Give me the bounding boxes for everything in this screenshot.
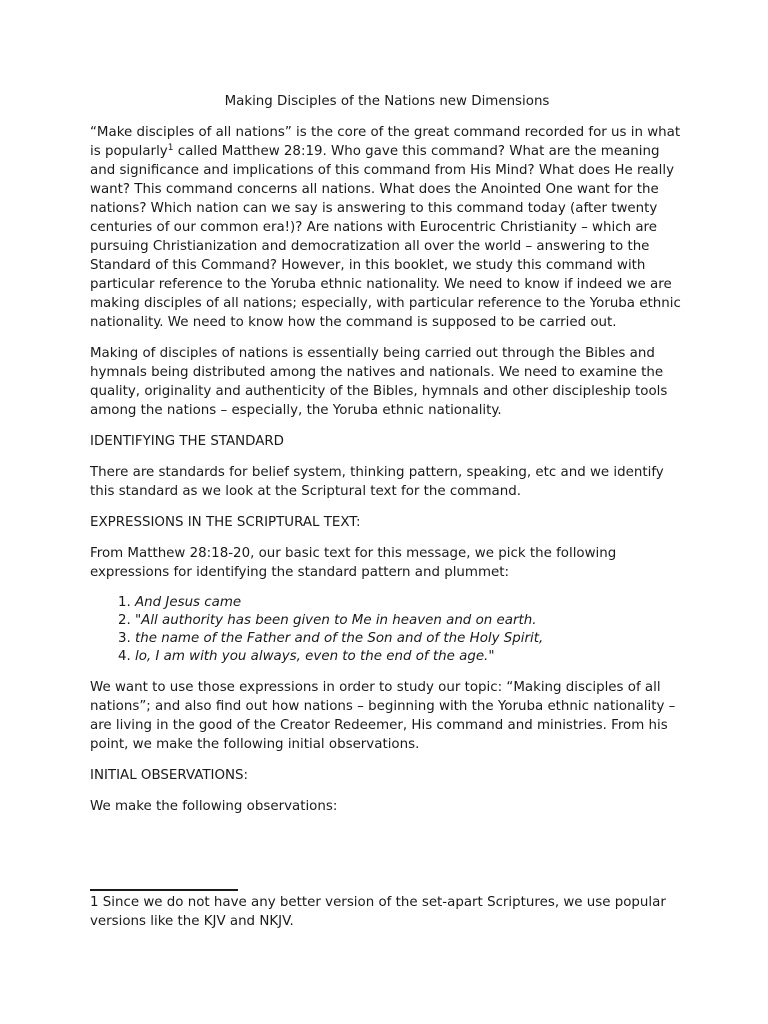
paragraph-matthew-text: From Matthew 28:18-20, our basic text for this message, we pick the following expressions for identifying the standard pattern and plummet: [90,546,617,580]
list-item: 3. the name of the Father and of the Son and of the Holy Spirit, [135,630,684,648]
heading-expressions: EXPRESSIONS IN THE SCRIPTURAL TEXT: [90,515,361,530]
list-item: 4. lo, I am with you always, even to the end of the age." [135,648,684,666]
intro-text-start: “Make disciples of all nations” is the core of the great command recorded for us in what is popularly [90,125,681,159]
paragraph-study-topic: We want to use those expressions in order to study our topic: “Making disciples of all nations”; and also find out how nations – beginning with the Yoruba ethnic nationality – are living in the good of the Creator Redeemer, His command and ministries. From his point, we make the following initial observations. [90,680,676,752]
list-item: 1. And Jesus came [135,594,684,612]
document-body [90,123,684,828]
intro-paragraph [90,123,684,332]
list-item: 2. "All authority has been given to Me in heaven and on earth. [135,612,684,630]
heading-initial-observations: INITIAL OBSERVATIONS: [90,768,249,783]
intro-text-end: called Matthew 28:19. Who gave this command? What are the meaning and significance and implications of this command from His Mind? What does He really want? This command concerns all nations. What does the Anointed One want for the nations? Which nation can we say is answering to this command today (after twenty centuries of our common era!)? Are nations with Eurocentric Christianity – which are pursuing Christianization and democratization all over the world – answering to the Standard of this Command? However, in this booklet, we study this command with particular reference to the Yoruba ethnic nationality. We need to know if indeed we are making disciples of all nations; especially, with particular reference to the Yoruba ethnic nationality. We need to know how the command is supposed to be carried out. [90,144,681,330]
footnote-separator [90,889,238,891]
document-page [90,0,684,1024]
paragraph-standards: There are standards for belief system, thinking pattern, speaking, etc and we identify this standard as we look at the Scriptural text for the command. [90,465,664,499]
paragraph-observations: We make the following observations: [90,799,338,814]
paragraph-bibles-hymnals: Making of disciples of nations is essentially being carried out through the Bibles and hymnals being distributed among the natives and nationals. We need to examine the quality, originality and authenticity of the Bibles, hymnals and other discipleship tools among the nations – especially, the Yoruba ethnic nationality. [90,346,668,418]
heading-identifying-standard: IDENTIFYING THE STANDARD [90,434,284,449]
expressions-list [90,594,684,666]
footnote-reference[interactable]: 1 [167,143,174,153]
document-title: Making Disciples of the Nations new Dimensions [224,94,550,109]
footnote-text: 1 Since we do not have any better version of the set-apart Scriptures, we use popular versions like the KJV and NKJV. [90,895,666,929]
